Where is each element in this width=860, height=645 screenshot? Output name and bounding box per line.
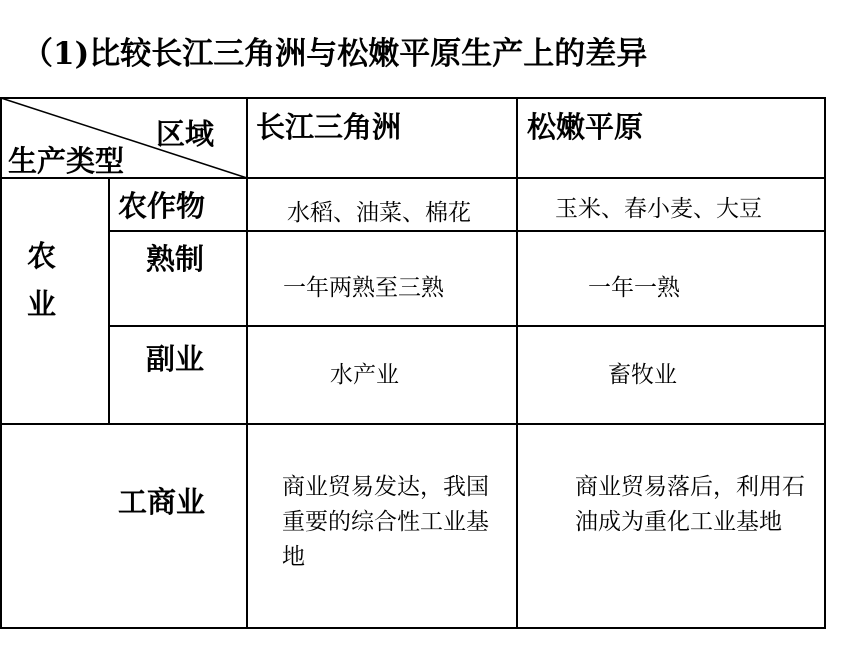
cell-sideline-songnen: 畜牧业: [608, 362, 677, 388]
col-header-yangtze-delta: 长江三角洲: [256, 110, 402, 144]
corner-label-region: 区域: [156, 117, 215, 151]
cell-industry-songnen: 商业贸易落后，利用石油成为重化工业基地: [575, 474, 805, 535]
row-divider-harvest: [108, 325, 826, 327]
agri-group-divider: [108, 177, 110, 425]
col2-divider: [516, 97, 518, 629]
cell-crops-yangtze: 水稻、油菜、棉花: [287, 200, 471, 226]
cell-industry-yangtze: 商业贸易发达，我国重要的综合性工业基地: [282, 474, 489, 570]
page-title: （1)比较长江三角洲与松嫩平原生产上的差异: [22, 36, 648, 72]
cell-harvest-yangtze: 一年两熟至三熟: [283, 275, 444, 301]
table-border-bottom: [0, 627, 826, 629]
cell-sideline-yangtze: 水产业: [330, 362, 399, 388]
row-label-harvest: 熟制: [146, 242, 205, 276]
row-label-sideline: 副业: [146, 342, 205, 376]
row-divider-agri: [0, 423, 826, 425]
corner-label-production-type: 生产类型: [8, 144, 125, 178]
cell-crops-songnen: 玉米、春小麦、大豆: [555, 196, 762, 222]
cell-harvest-songnen: 一年一熟: [588, 275, 680, 301]
col-header-songnen-plain: 松嫩平原: [527, 110, 644, 144]
row-divider-crops: [108, 230, 826, 232]
row-label-industry: 工商业: [118, 485, 206, 519]
row-group-agriculture: 农业: [27, 239, 57, 321]
row-label-crops: 农作物: [118, 189, 206, 223]
table-border-right: [824, 97, 826, 629]
